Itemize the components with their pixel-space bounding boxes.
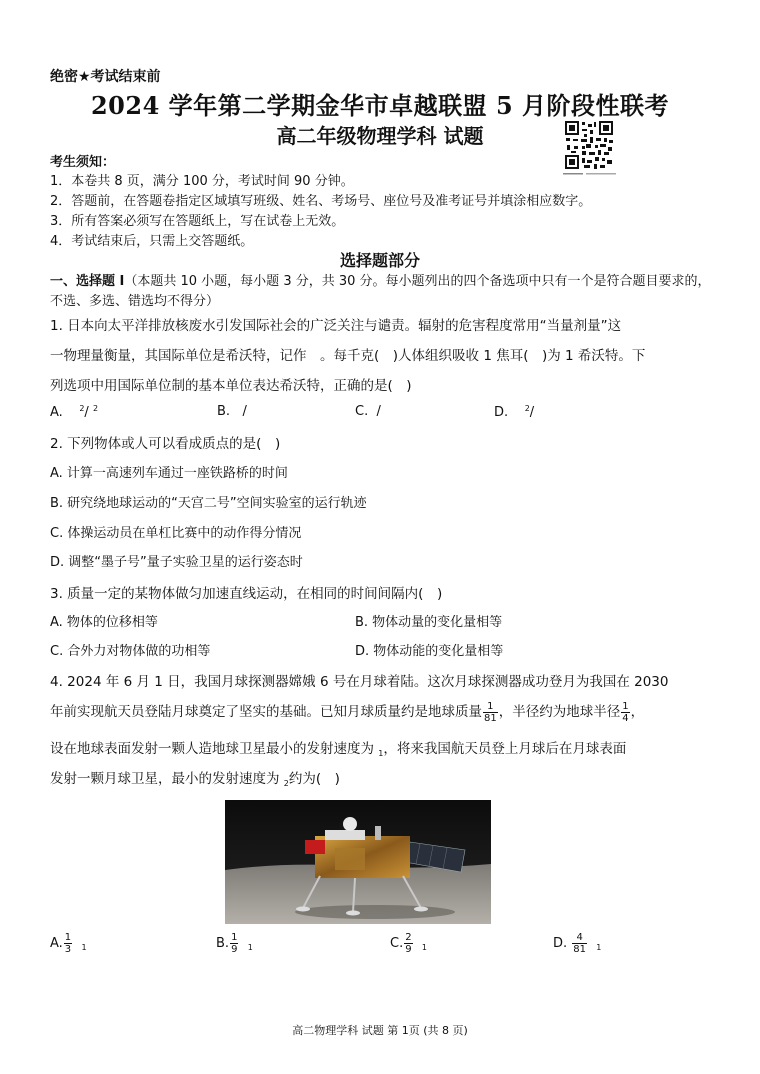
- page-footer: 高二物理学科 试题 第 1页 (共 8 页): [292, 1024, 468, 1037]
- q4-line: 年前实现航天员登陆月球奠定了坚实的基础。已知月球质量约是地球质量 $\frac{1}{81}$ ，半径约为地球半径 $\frac{1}{4}$ ，: [50, 700, 645, 724]
- q3-option-d: D. 物体动能的变化量相等: [355, 644, 504, 659]
- q1-line: 1. 日本向太平洋排放核废水引发国际社会的广泛关注与谴责。辐射的危害程度常用“当量剂量”这: [50, 318, 622, 334]
- fraction-1-81: $\frac{1}{81}$: [484, 700, 497, 724]
- part-label: 一、选择题 Ⅰ: [50, 274, 125, 289]
- note-item: 4．考试结束后，只需上交答题纸。: [50, 234, 254, 249]
- notes-title: 考生须知：: [50, 155, 116, 170]
- q1-option-a: A. $^2$/ $^2$: [50, 404, 99, 420]
- q4-line: 4. 2024 年 6 月 1 日，我国月球探测器嫦娥 6 号在月球着陆。这次月球探测器成功登月为我国在 2030: [50, 674, 669, 690]
- q3-stem: 3. 质量一定的某物体做匀加速直线运动，在相同的时间间隔内( ): [50, 586, 443, 602]
- q1-line: 列选项中用国际单位制的基本单位表达希沃特，正确的是( ): [50, 378, 412, 394]
- qr-caption: [563, 172, 617, 177]
- part-instructions: [50, 272, 714, 312]
- q3-option-a: A. 物体的位移相等: [50, 615, 158, 630]
- q3-option-c: C. 合外力对物体做的功相等: [50, 644, 211, 659]
- secret-mark: 绝密★考试结束前: [50, 69, 161, 85]
- q4-line: 设在地球表面发射一颗人造地球卫星最小的发射速度为 $_1$，将来我国航天员登上月球后在月球表面: [50, 741, 627, 758]
- q4-option-a: A. $\frac{1}{3}$ $_1$: [50, 932, 87, 955]
- q1-option-b: B. /: [217, 404, 247, 419]
- qr-caption-mark-icon: [563, 172, 617, 176]
- q2-option-b: B. 研究绕地球运动的“天宫二号”空间实验室的运行轨迹: [50, 496, 367, 511]
- lunar-lander-photo: [225, 800, 491, 924]
- note-item: 1．本卷共 8 页，满分 100 分，考试时间 90 分钟。: [50, 174, 354, 189]
- qr-code-icon: [564, 120, 614, 170]
- q3-option-b: B. 物体动量的变化量相等: [355, 615, 503, 630]
- q1-line: 一物理量衡量，其国际单位是希沃特，记作 。每千克( )人体组织吸收 1 焦耳( )为 1 希沃特。下: [50, 348, 646, 364]
- q4-line: 发射一颗月球卫星，最小的发射速度为 $_2$约为( ): [50, 771, 340, 788]
- q4-option-c: C. $\frac{2}{9}$ $_1$: [390, 932, 427, 955]
- exam-title: 2024 学年第二学期金华市卓越联盟 5 月阶段性联考: [90, 91, 670, 120]
- exam-subtitle: 高二年级物理学科 试题: [276, 124, 484, 148]
- q2-stem: 2. 下列物体或人可以看成质点的是( ): [50, 436, 281, 452]
- q2-option-a: A. 计算一高速列车通过一座铁路桥的时间: [50, 466, 288, 481]
- q4-option-b: B. $\frac{1}{9}$ $_1$: [216, 932, 253, 955]
- fraction-1-4: $\frac{1}{4}$: [622, 700, 629, 724]
- q1-option-d: D. $^2$/: [494, 404, 535, 420]
- section-title: 选择题部分: [339, 251, 420, 270]
- q4-option-d: D. $\frac{4}{81}$ $_1$: [553, 932, 602, 955]
- q2-option-c: C. 体操运动员在单杠比赛中的动作得分情况: [50, 526, 302, 541]
- q1-option-c: C. /: [355, 404, 381, 419]
- q2-option-d: D. 调整“墨子号”量子实验卫星的运行姿态时: [50, 555, 303, 570]
- part-description: （本题共 10 小题，每小题 3 分，共 30 分。每小题列出的四个备选项中只有一个是符合题目要求的，不选、多选、错选均不得分）: [50, 274, 711, 309]
- note-item: 2．答题前，在答题卷指定区域填写班级、姓名、考场号、座位号及准考证号并填涂相应数字。: [50, 194, 592, 209]
- note-item: 3．所有答案必须写在答题纸上，写在试卷上无效。: [50, 214, 345, 229]
